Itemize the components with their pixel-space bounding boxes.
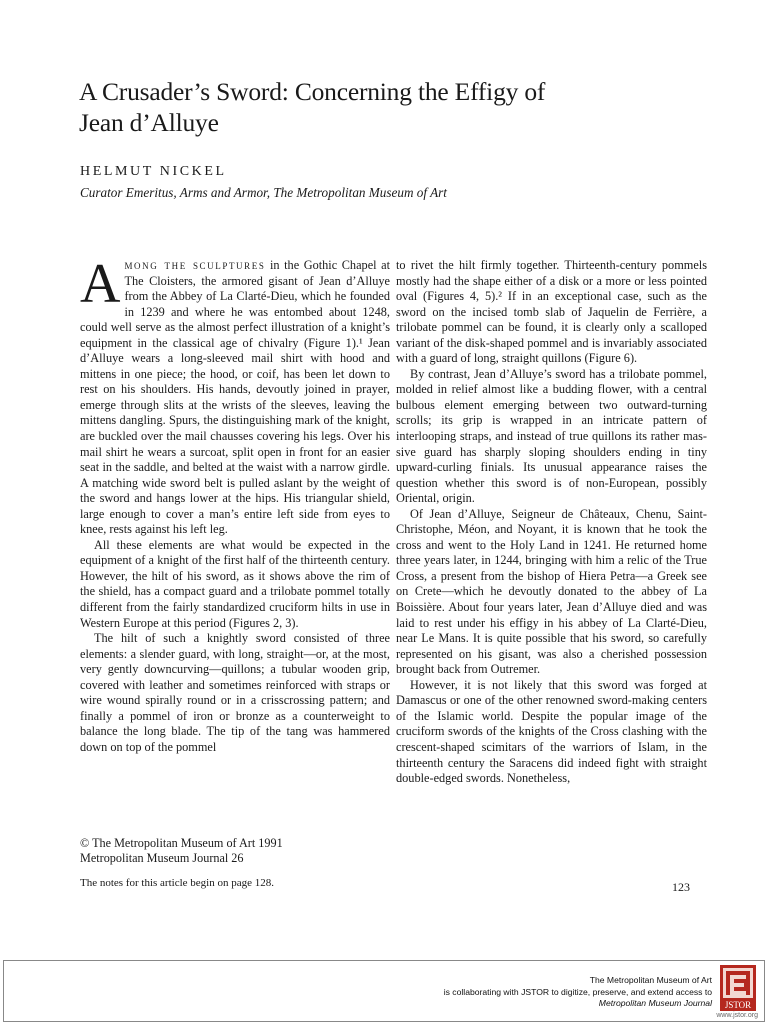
left-paragraph-1-text: in the Gothic Chapel at The Cloisters, the armored gisant of Jean d’Alluye from the Abbey of La Clarté-Dieu, which he founded in 1239 and where he was entombed about 1248, could well serve as the almost perfect illustration of a knight’s equipment in the classical age of chivalry (Figure 1).¹ Jean d’Alluye wears a long-sleeved mail shirt with hood and mittens in one piece; the hood, or coif, has been let down to rest on his shoulders. His hands, devoutly joined in prayer, emerge through slits at the wrists of the sleeves, leaving the mittens dangling. Spurs, the distinguishing mark of the knight, are buckled over the mail chausses covering his legs. Over his mail shirt he wears a surcoat, split open in front for an easier seat in the saddle, and belted at the waist with a narrow girdle. A matching wide sword belt is pulled aslant by the weight of the sword and hangs lower at the hips. His triangular shield, large enough to cover a man’s entire left side from eyes to knee, rests against his left leg. [80, 258, 390, 537]
copyright-line-1: © The Metropolitan Museum of Art 1991 [80, 836, 283, 850]
author-affiliation: Curator Emeritus, Arms and Armor, The Metropolitan Museum of Art [80, 185, 447, 200]
jstor-url[interactable]: www.jstor.org [716, 1012, 758, 1019]
title-line-1: A Crusader’s Sword: Concerning the Effigy of [79, 77, 546, 106]
right-paragraph-4: However, it is not likely that this sword was forged at Damascus or one of the other renowned sword-making centers of the Islamic world. Despite the popular image of the cruciform swords of the knights of the Cross clashing with the crescent-shaped scimitars of the warriors of Islam, in the thirteenth century the Saracens did indeed fight with straight double-edged swords. Nonetheless, [396, 677, 707, 786]
article-title [79, 76, 699, 138]
right-paragraph-3: Of Jean d’Alluye, Seigneur de Châteaux, Chenu, Saint-Christophe, Méon, and Noyant, it is known that he took the cross and went to the Holy Land in 1241. He returned home three years later, in 1244, bringing with him a relic of the True Cross, a present from the bishop of Hiera Petra—a Greek see on Crete—which he devoutly donated to the abbey of La Boissière. About four years later, Jean d’Alluye died and was laid to rest under his effigy in his abbey of La Clarté-Dieu, near Le Mans. It is quite possible that his sword, so carefully represented on his gisant, was also a cherished possession brought back from Outremer. [396, 506, 707, 677]
opening-small-caps: mong the sculptures [124, 258, 266, 272]
author-name: HELMUT NICKEL [80, 164, 227, 179]
jstor-logo-icon[interactable] [720, 965, 756, 1011]
jstor-line-1: The Metropolitan Museum of Art [589, 975, 712, 985]
right-paragraph-2: By contrast, Jean d’Alluye’s sword has a trilobate pommel, molded in relief almost like a budding flower, with a central bulbous element emerging between two outward-turning scrolls; its grip is wrapped in an intricate pattern of interlooping straps, and instead of true quillons its rather massive guard has sharply sloping shoulders ending in tiny upward-curling finials. Its unusual appearance raises the question whether this sword is of non-European, possibly Oriental, origin. [396, 366, 707, 506]
copyright-line-2: Metropolitan Museum Journal 26 [80, 851, 244, 865]
notes-reference: The notes for this article begin on page 128. [80, 877, 274, 889]
jstor-line-2: is collaborating with JSTOR to digitize, preserve, and extend access to [443, 986, 712, 997]
drop-cap: A [80, 253, 121, 315]
jstor-logo-text: JSTOR [724, 1000, 752, 1010]
page-number: 123 [672, 880, 690, 894]
copyright-notice [80, 836, 283, 866]
right-paragraph-1: to rivet the hilt firmly together. Thirteenth-century pommels mostly had the shape either of a disk or a more or less pointed oval (Figures 4, 5).² If in an exceptional case, such as the sword on the incised tomb slab of Jaquelin de Ferrière, a trilobate pommel can be found, it is clearly only a scalloped variant of the disk-shaped pommel and is invariably associated with a guard of long, straight quillons (Figure 6). [396, 258, 707, 366]
left-paragraph-1 [80, 253, 390, 538]
left-paragraph-2: All these elements are what would be expected in the equipment of a knight of the first half of the thirteenth century. However, the hilt of his sword, as it shows above the rim of the shield, has a compact guard and a trilobate pommel totally different from the fairly standardized cruciform hilts in use in Western Europe at this period (Figures 2, 3). [80, 537, 390, 630]
jstor-banner-text [252, 975, 712, 1010]
title-line-2: Jean d’Alluye [79, 108, 219, 137]
jstor-line-3: Metropolitan Museum Journal [598, 998, 712, 1008]
left-paragraph-3: The hilt of such a knightly sword consisted of three elements: a slender guard, with long, straight—or, at the most, very gently downcurving—quillons; a tubular wooden grip, covered with leather and sometimes reinforced with straps or wire wound spirally round or in a crisscrossing pattern; and finally a pommel of iron or bronze as a counterweight to balance the long blade. The tip of the tang was hammered down on top of the pommel [80, 631, 390, 754]
right-column [396, 258, 707, 787]
left-column [80, 253, 390, 756]
jstor-banner[interactable] [3, 960, 765, 1022]
